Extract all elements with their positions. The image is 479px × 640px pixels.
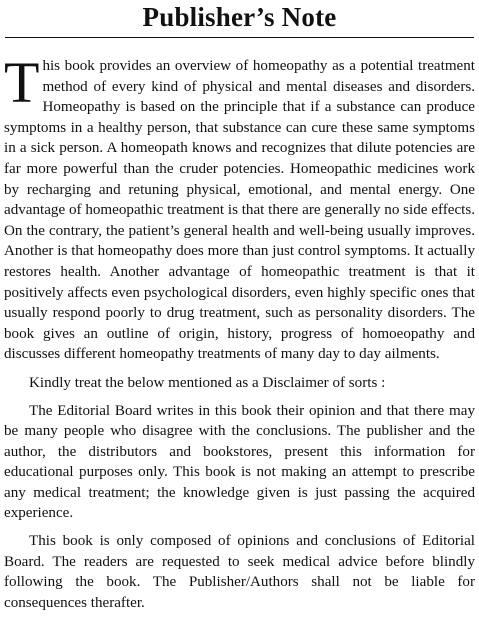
page-title: Publisher’s Note — [142, 2, 337, 32]
intro-paragraph-text: his book provides an overview of homeopathy as a potential treatment method of every kind of physical and mental diseases and disorders. Homeopathy is based on the principle that if a substance can produce symptoms in a healthy person, that substance can cure these same symptoms in a sick person. A homeopath knows and recognizes that dilute potencies are far more powerful than the cruder potencies. Homeopathic medicines work by recharging and retuning physical, emotional, and mental energy. One advantage of homeopathic treatment is that there are generally no side effects. On the contrary, the patient’s general health and well-being usually improves. Another is that homeopathy does more than just control symptoms. It actually restores health. Another advantage of homeopathic treatment is that it positively affects even psychological disorders, even highly specific ones that usually respond poorly to drug treatment, such as personality disorders. The book gives an outline of origin, history, progress of homoeopathy and discusses different homeopathy treatments of many day to day ailments. — [4, 58, 475, 363]
intro-paragraph — [4, 50, 475, 367]
note-body — [4, 50, 475, 613]
disclaimer-intro-paragraph: Kindly treat the below mentioned as a Disclaimer of sorts : — [29, 374, 386, 391]
editorial-paragraph: The Editorial Board writes in this book their opinion and that there may be many people who disagree with the conclusions. The publisher and the author, the distributors and bookstores, present this information for educational purposes only. This book is not making an attempt to prescribe any medical treatment; the knowledge given is just passing the acquired experience. — [4, 402, 475, 522]
closing-paragraph: This book is only composed of opinions and conclusions of Editorial Board. The readers are requested to seek medical advice before blindly following the book. The Publisher/Authors shall not be liable for consequences therafter. — [4, 533, 475, 611]
title-divider — [5, 37, 474, 38]
drop-cap: T — [4, 50, 40, 115]
